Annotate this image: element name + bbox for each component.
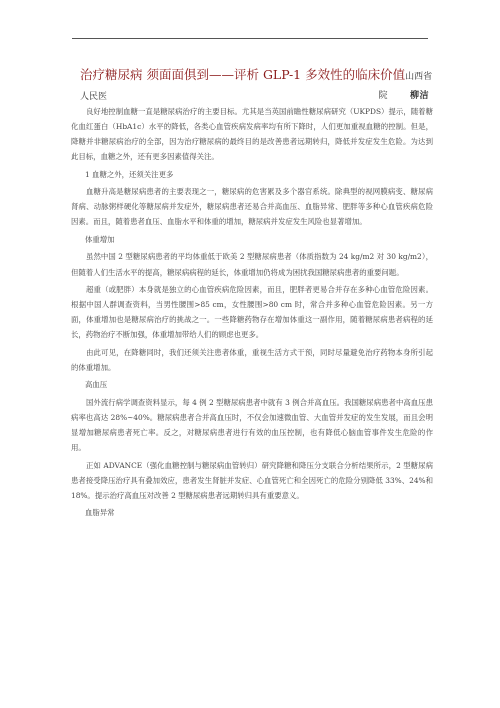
subsection-heading: 高血压 <box>85 380 108 390</box>
article-title: 治疗糖尿病 须面面俱到——评析 GLP-1 多效性的临床价值 <box>80 67 406 82</box>
paragraph: 国外流行病学调查资料显示，每 4 例 2 型糖尿病患者中就有 3 例合并高血压。我国糖尿病患者中高血压患病率也高达 28%~40%。糖尿病患者合并高血压时，不仅会加速微血管、大血管并发症的发生发展，而且会明显增加糖尿病患者死亡率。反之，对糖尿病患者进行有效的血压控制，也有降低心脑血管事件发生危险的作用。 <box>71 397 433 453</box>
author-line <box>378 88 429 101</box>
paragraph: 血糖升高是糖尿病患者的主要表现之一，糖尿病的危害累及多个器官系统。除典型的视网膜病变、糖尿病肾病、动脉粥样硬化等糖尿病并发症外，糖尿病患者还易合并高血压、血脂异常、肥胖等多种心血管疾病危险因素。而且，随着患者血压、血脂水平和体重的增加，糖尿病并发症发生风险也显著增加。 <box>71 187 433 227</box>
author-affiliation-cont: 院 <box>378 91 388 101</box>
subsection-heading: 血脂异常 <box>85 508 115 518</box>
paragraph: 良好地控制血糖一直是糖尿病治疗的主要目标。尤其是当英国前瞻性糖尿病研究（UKPDS）提示，随着糖化血红蛋白（HbA1c）水平的降低，各类心血管疾病发病率均有所下降时，人们更加重视血糖的控制。但是，降糖并非糖尿病治疗的全部，因为治疗糖尿病的最终目的是改善患者远期转归，降低并发症发生危险。为达到此目标，血糖之外，还有更多因素值得关注。 <box>71 107 433 162</box>
article-body <box>71 104 433 523</box>
paragraph: 超重（或肥胖）本身就是独立的心血管疾病危险因素，而且，肥胖者更易合并存在多种心血管危险因素。根据中国人群调查资料，当男性腰围>85 cm，女性腰围>80 cm 时，常合并多种心血管危险因素。另一方面，体重增加也是糖尿病治疗的挑战之一。一些降糖药物存在增加体重这一副作用，随着糖尿病患者病程的延长，药物治疗不断加强，体重增加带给人们的顾虑也更多。 <box>71 284 433 340</box>
paragraph: 由此可见，在降糖同时，我们还须关注患者体重，重视生活方式干预，同时尽量避免治疗药物本身所引起的体重增加。 <box>71 347 433 372</box>
section-heading: 1 血糖之外，还须关注更多 <box>85 169 174 179</box>
author-name: 柳洁 <box>409 91 429 101</box>
subsection-heading: 体重增加 <box>85 234 115 244</box>
header-rule <box>72 38 428 39</box>
paragraph: 虽然中国 2 型糖尿病患者的平均体重低于欧美 2 型糖尿病患者（体质指数为 24 kg/m2 对 30 kg/m2），但随着人们生活水平的提高，糖尿病病程的延长，体重增加仍将成为困扰我国糖尿病患者的重要问题。 <box>71 252 433 277</box>
paragraph: 正如 ADVANCE（强化血糖控制与糖尿病血管转归）研究降糖和降压分支联合分析结果所示，2 型糖尿病患者接受降压治疗具有叠加效应，患者发生肾脏并发症、心血管死亡和全因死亡的危险分别降低 33%、24%和 18%。提示治疗高血压对改善 2 型糖尿病患者远期转归具有重要意义。 <box>71 460 433 500</box>
author-affiliation: 山西省人民医 <box>80 72 433 102</box>
